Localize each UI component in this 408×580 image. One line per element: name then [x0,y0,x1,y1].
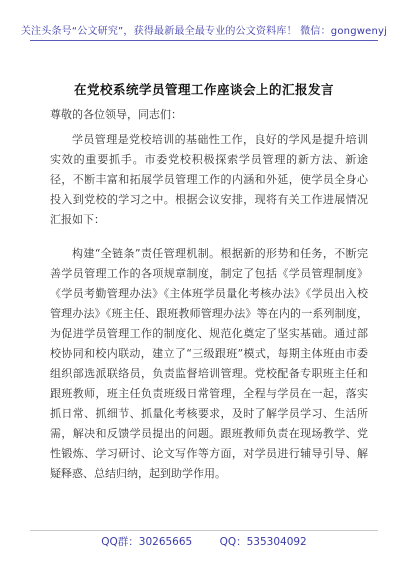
qq-number: QQ：535304092 [219,536,307,548]
salutation: 尊敬的各位领导，同志们： [50,108,182,121]
document-title: 在党校系统学员管理工作座谈会上的汇报发言 [73,82,334,97]
footer-contact [0,534,408,549]
header-notice: 关注头条号“公文研究”，获得最新最全最专业的公文资料库！ 微信：gongwenyj [20,26,388,37]
paragraph-intro: 学员管理是党校培训的基础性工作，良好的学风是提升培训实效的重要抓手。市委党校积极探索学员管理的新方法、新途径，不断丰富和拓展学员管理工作的内涵和外延，使学员全身心投入到党校的学习之中。根据会议安排，现将有关工作进展情况汇报如下： [50,133,368,226]
paragraph-mechanism: 构建“全链条”责任管理机制。根据新的形势和任务，不断完善学员管理工作的各项规章制度，制定了包括《学员管理制度》《学员考勤管理办法》《主体班学员量化考核办法》《学员出入校管理办法》《班主任、跟班教师管理办法》等在内的一系列制度，为促进学员管理工作的制度化、规范化奠定了坚实基础。通过部校协同和校内联动，建立了“三级跟班”模式，每期主体班由市委组织部选派联络员，负责监督培训管理。党校配备专职班主任和跟班教师，班主任负责班级日常管理，全程与学员在一起，落实抓日常、抓细节、抓量化考核要求，及时了解学员学习、生活所需，解决和反馈学员提出的问题。跟班教师负责在现场教学、党性锻炼、学习研讨、论文写作等方面，对学员进行辅导引导、解疑释惑、总结归纳，起到助学作用。 [50,247,368,480]
footer-divider [30,530,378,531]
qq-group: QQ群：30265665 [101,536,193,548]
header-divider [30,40,378,41]
